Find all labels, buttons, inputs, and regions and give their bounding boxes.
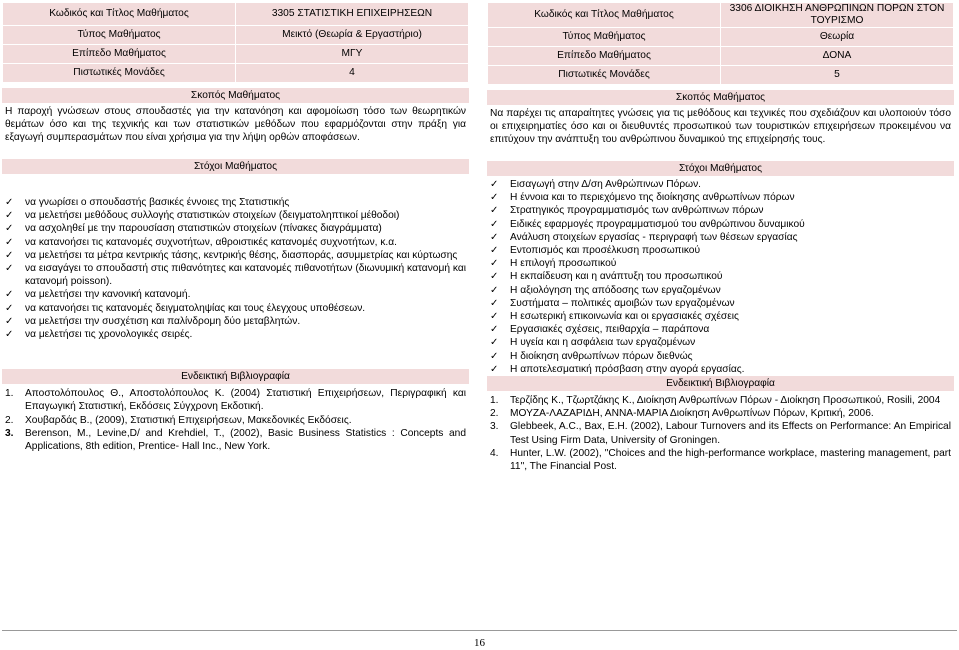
field-value: ΔΟΝΑ: [721, 47, 954, 66]
code-title-row: [488, 3, 954, 28]
reference-item: 2. Χουβαρδάς Β., (2009), Στατιστική Επιχειρήσεων, Μακεδονικές Εκδόσεις.: [5, 414, 352, 426]
goal-item: ✓ Ειδικές εφαρμογές προγραμματισμού του ανθρώπινου δυναμικού: [490, 218, 805, 230]
goal-item: ✓ Η διοίκηση ανθρωπίνων πόρων διεθνώς: [490, 350, 693, 362]
goal-item: ✓ Η επιλογή προσωπικού: [490, 258, 617, 270]
check-icon: ✓: [490, 205, 499, 217]
field-label: Κωδικός και Τίτλος Μαθήματος: [3, 3, 236, 26]
check-icon: ✓: [5, 289, 14, 301]
level-row: [3, 45, 469, 64]
goal-item: ✓ να ασχοληθεί με την παρουσίαση στατιστικών στοιχείων (πίνακες διαγράμματα): [5, 223, 382, 235]
check-icon: ✓: [490, 311, 499, 323]
check-icon: ✓: [5, 302, 14, 314]
check-icon: ✓: [490, 363, 499, 375]
code-title-row: [3, 3, 469, 26]
goal-item: ✓ να μελετήσει τις χρονολογικές σειρές.: [5, 329, 193, 341]
bibliography-list: [487, 394, 954, 473]
check-icon: ✓: [490, 218, 499, 230]
goal-item: ✓ Η έννοια και το περιεχόμενο της διοίκησης ανθρωπίνων πόρων: [490, 192, 795, 204]
check-icon: ✓: [5, 329, 14, 341]
type-row: [3, 26, 469, 45]
check-icon: ✓: [5, 315, 14, 327]
goal-item: ✓ να μελετήσει τα μέτρα κεντρικής τάσης, κεντρικής θέσης, διασποράς, ασυμμετρίας και κύρτωσης: [5, 249, 458, 261]
field-label: Επίπεδο Μαθήματος: [3, 45, 236, 64]
check-icon: ✓: [490, 284, 499, 296]
check-icon: ✓: [5, 197, 14, 208]
field-value: Θεωρία: [721, 28, 954, 47]
field-value: 5: [721, 66, 954, 85]
field-label: Επίπεδο Μαθήματος: [488, 47, 721, 66]
credits-row: [3, 64, 469, 83]
goals-heading: Στόχοι Μαθήματος: [487, 161, 954, 176]
reference-item: 3. Glebbeek, A.C., Bax, E.H. (2002), Labour Turnovers and its Effects on Performance: An Empirical Test Using Firm Data, University of Groningen.: [490, 421, 951, 446]
field-value: 4: [236, 64, 469, 83]
goal-item: ✓ Η υγεία και η ασφάλεια των εργαζομένων: [490, 337, 696, 349]
bibliography-heading: Ενδεικτική Βιβλιογραφία: [2, 369, 469, 384]
goal-item: ✓ Εισαγωγή στην Δ/ση Ανθρώπινων Πόρων.: [490, 179, 702, 190]
check-icon: ✓: [490, 337, 499, 349]
reference-item: 4. Hunter, L.W. (2002), "Choices and the high-performance workplace, mastering management, part 11", The Financial Post.: [490, 447, 951, 473]
goals-list: [2, 196, 469, 341]
goal-item: ✓ να μελετήσει μεθόδους συλλογής στατιστικών στοιχείων (δειγματοληπτικοί μέθοδοι): [5, 210, 400, 222]
field-value: 3306 ΔΙΟΙΚΗΣΗ ΑΝΘΡΩΠΙΝΩΝ ΠΟΡΩΝ ΣΤΟΝ ΤΟΥΡΙΣΜΟ: [721, 3, 954, 28]
field-label: Κωδικός και Τίτλος Μαθήματος: [488, 3, 721, 28]
type-row: [488, 28, 954, 47]
purpose-heading: Σκοπός Μαθήματος: [2, 88, 469, 103]
check-icon: ✓: [490, 245, 499, 257]
check-icon: ✓: [5, 236, 14, 248]
goal-item: ✓ να μελετήσει την κανονική κατανομή.: [5, 289, 191, 301]
purpose-heading: Σκοπός Μαθήματος: [487, 90, 954, 105]
goals-list: [487, 178, 954, 376]
course-3305: [2, 2, 469, 453]
goals-heading: Στόχοι Μαθήματος: [2, 159, 469, 174]
footer-divider: [2, 630, 957, 631]
goal-item: ✓ να εισαγάγει το σπουδαστή στις πιθανότητες και κατανομές πιθανοτήτων (διωνυμική κατανομή και κατανομή poisson).: [5, 263, 466, 288]
field-label: Τύπος Μαθήματος: [3, 26, 236, 45]
check-icon: ✓: [490, 231, 499, 243]
reference-item: 3. Berenson, M., Levine,D/ and Krehdiel, T., (2002), Basic Business Statistics : Concepts and Applications, 8th edition, Prentice- Hall Inc., New York.: [5, 427, 466, 453]
goal-item: ✓ να κατανοήσει τις κατανομές δειγματοληψίας και τους έλεγχους υποθέσεων.: [5, 302, 366, 314]
check-icon: ✓: [490, 271, 499, 283]
check-icon: ✓: [490, 324, 499, 336]
level-row: [488, 47, 954, 66]
goal-item: ✓ να γνωρίσει ο σπουδαστής βασικές έννοιες της Στατιστικής: [5, 197, 290, 208]
field-label: Πιστωτικές Μονάδες: [3, 64, 236, 83]
check-icon: ✓: [490, 192, 499, 204]
reference-item: 1. Τερζίδης Κ., Τζωρτζάκης Κ., Διοίκηση Ανθρωπίνων Πόρων - Διοίκηση Προσωπικού, Rosili, 2004: [490, 395, 941, 407]
check-icon: ✓: [490, 258, 499, 270]
field-label: Τύπος Μαθήματος: [488, 28, 721, 47]
check-icon: ✓: [490, 350, 499, 362]
goal-item: ✓ να μελετήσει την συσχέτιση και παλίνδρομη δύο μεταβλητών.: [5, 315, 301, 327]
bibliography-heading: Ενδεικτική Βιβλιογραφία: [487, 376, 954, 391]
goal-item: ✓ Η εκπαίδευση και η ανάπτυξη του προσωπικού: [490, 271, 723, 283]
goal-item: ✓ Η αξιολόγηση της απόδοσης των εργαζομένων: [490, 284, 721, 296]
check-icon: ✓: [5, 249, 14, 261]
field-value: 3305 ΣΤΑΤΙΣΤΙΚΗ ΕΠΙΧΕΙΡΗΣΕΩΝ: [236, 3, 469, 26]
goal-item: ✓ Στρατηγικός προγραμματισμός των ανθρώπινων πόρων: [490, 205, 764, 217]
reference-item: 1. Αποστολόπουλος Θ., Αποστολόπουλος Κ. (2004) Στατιστική Επιχειρήσεων, Περιγραφική και Επαγωγική Στατιστική, Εκδόσεις Σύγχρονη Εκδοτική.: [5, 388, 466, 413]
goal-item: ✓ Εντοπισμός και προσέλκυση προσωπικού: [490, 245, 701, 257]
credits-row: [488, 66, 954, 85]
goal-item: ✓ Η αποτελεσματική πρόσβαση στην αγορά εργασίας.: [490, 363, 745, 375]
goal-item: ✓ Συστήματα – πολιτικές αμοιβών των εργαζομένων: [490, 297, 735, 309]
course-3306: [487, 2, 954, 473]
check-icon: ✓: [5, 210, 14, 222]
field-value: ΜΓΥ: [236, 45, 469, 64]
field-label: Πιστωτικές Μονάδες: [488, 66, 721, 85]
purpose-text: Να παρέχει τις απαραίτητες γνώσεις για τις μεθόδους και τεχνικές που σχεδιάζουν και υλοποιούν τόσο οι επιχειρηματίες όσο και οι διευθυντές προσωπικού των τουριστικών επιχειρήσεων προκειμένου να επιτύχουν την ανάπτυξη του ανθρώπινου δυναμικού της επιχείρησής τους.: [490, 108, 951, 146]
check-icon: ✓: [490, 179, 499, 190]
check-icon: ✓: [5, 263, 14, 275]
check-icon: ✓: [5, 223, 14, 235]
course-info-table: [487, 2, 954, 85]
goal-item: ✓ Εργασιακές σχέσεις, πειθαρχία – παράπονα: [490, 324, 710, 336]
check-icon: ✓: [490, 297, 499, 309]
field-value: Μεικτό (Θεωρία & Εργαστήριο): [236, 26, 469, 45]
page-number: 16: [474, 637, 485, 649]
goal-item: ✓ να κατανοήσει τις κατανομές συχνοτήτων, αθροιστικές κατανομές συχνοτήτων, κ.α.: [5, 236, 397, 248]
goal-item: ✓ Η εσωτερική επικοινωνία και οι εργασιακές σχέσεις: [490, 311, 739, 323]
course-info-table: [2, 2, 469, 83]
purpose-text: Η παροχή γνώσεων στους σπουδαστές για την κατανόηση και αφομοίωση τόσο των θεωρητικών θεμάτων όσο και της τεχνικής και των στατιστικών μεθόδων που εφαρμόζονται στην πράξη για εξαγωγή συμπερασμάτων που είναι χρήσιμα για την λήψη ορθών αποφάσεων.: [5, 106, 466, 144]
reference-item: 2. ΜΟΥΖΑ-ΛΑΖΑΡΙΔΗ, ΑΝΝΑ-ΜΑΡΙΑ Διοίκηση Ανθρωπίνων Πόρων, Κριτική, 2006.: [490, 408, 874, 420]
goal-item: ✓ Ανάλυση στοιχείων εργασίας - περιγραφή των θέσεων εργασίας: [490, 231, 798, 243]
bibliography-list: [2, 387, 469, 453]
